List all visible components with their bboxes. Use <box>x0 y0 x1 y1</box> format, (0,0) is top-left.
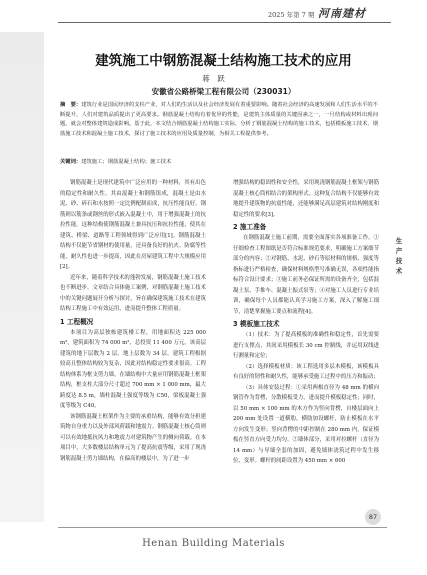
section-heading: 2 施工准备 <box>233 223 267 231</box>
article-author: 蒋 跃 <box>202 74 225 83</box>
body-paragraph: 本项目为高层独栋建筑楼工程，用地面积达 225 000 m²，建筑面积为 74 000 m²，总投资 11 400 万元。该高层建筑的地下层数为 2 层，地上层数为 34 层。建筑工程根据较高且整体结构较为复杂，因此对结构稳定性要求很高。工程结构体系为框支剪力墙，在墙结构中大量应用钢筋混凝土框架结构，框支柱大部分尺寸超过 700 mm × 1 000 mm，最大跨度达 8.5 m，墙柱混凝土强度等级为 C50，梁板混凝土强度等级为 C40。 <box>60 329 206 409</box>
intro-paragraph: 钢筋混凝土是现代建筑中广泛应用的一种材料，其有出色的稳定性和耐久性。其由混凝土和钢筋组成，混凝土是由水泥、砂、碎石和水按照一定比例配制而成，抗压性能良好。钢筋则以筋条或钢丝的形式嵌入混凝土中，用于增强混凝土的抗拉性能。这种结构使钢筋混凝土兼具抗压和抗拉性能，使其在建筑、桥梁、道路等工程领域得到广泛应用[1]。钢筋混凝土结构不仅能节省钢材的使用量，还具备良好的抗火、防腐等性能，耐久性也进一步提高，因此在房屋建筑工程中大规模应用[2]。 <box>60 180 206 270</box>
body-paragraph: 增强结构的稳固性和安全性，采用现浇钢筋混凝土框架与钢筋混凝土核心筒相结合的架构形式。这种复合结构不仅能够有效地提升建筑物的抗震性能，还能够满足高层建筑对结构刚度和稳定性的要求[3]。 <box>233 180 379 218</box>
body-paragraph: （3）具体安装过程：①采用两根直径为 48 mm 的横向钢管作为背楞，分散模板受力，进而提升模板稳定性；同时，以 50 mm × 100 mm 的木方作为竖向背楞，自楼层面向上 200 mm 处设置一道横肋，横肋加设螺杆，防止模板在水平方向发生变形；竖向背楞的中距控制在 280 mm 内，保证模板在竖直方向受力均匀。②墙体部分，采用对拉螺杆（直径为 14 mm）与导墙全套的加固，避免墙体浇筑过程中发生移位、变形。螺杆的间距设置为 450 mm × 600 <box>233 384 379 464</box>
side-label-char: 产 <box>395 247 403 255</box>
header-rule <box>58 22 391 23</box>
section-heading: 3 模板施工技术 <box>233 320 280 328</box>
article-affiliation: 安徽省公路桥梁工程有限公司（230031） <box>151 87 296 96</box>
body-paragraph: （1）技术：为了提高模板的准确性和稳定性，首先需要进行支撑点，其间采用模板长 30 cm 控制线，并运用双线进行测量和定位； <box>233 332 379 359</box>
side-label-char: 技 <box>395 257 403 265</box>
body-paragraph: 该钢筋混凝土框架作为主要的承重结构，能够有效分担建筑物自身重力以及外部风荷载和地震力。钢筋混凝土核心筒则可以有效地抵抗风力和地震力对建筑物产生的侧向荷载。在本项目中，大多数楼层结构单元为了提高抗震等级，采用了现浇钢筋混凝土剪力墙结构，在偏高的楼层中，为了进一步 <box>60 413 206 462</box>
side-label-char: 生 <box>395 237 403 245</box>
page-number: 87 <box>365 509 381 525</box>
side-section-label <box>392 236 406 276</box>
body-paragraph: （2）选择模板材质：该工程选用多层木模板，该模板具有良好的韧性和耐久性，能够承受施工过程中的压力和振动； <box>233 363 379 380</box>
keywords-text: 建筑施工；钢筋混凝土结构；施工技术 <box>81 159 172 165</box>
footer-rule <box>58 527 387 528</box>
intro-paragraph: 近年来，随着科学技术的蓬勃发展，钢筋混凝土施工技术也不断进步。文章结合具体施工案例，对钢筋混凝土施工技术中的关键问题展开分析与探讨，旨在确保建筑施工技术在建筑结构工程施工中有效运用，进而提升整体工程质量。 <box>60 274 206 312</box>
body-paragraph: 在钢筋混凝土施工前期，需要全面落实各项准备工作。①仔细检查工程图纸是否符合标准规范要求，明确施工方案细节部分的内容；②对钢筋、水泥、砂石等原材料的规格、强度等指标进行严格检查，确保材料规格型号准确无误，各项性能指标符合设计要求；③施工前务必保证所需的设备齐全，包括混凝土泵、手推车、混凝土振式泵等；④对施工人员进行专业培训，确保每个人员都能认真学习施工方案，深入了解施工细节，清楚掌握施工要点和流程[4]。 <box>233 235 379 315</box>
keywords <box>60 157 378 165</box>
abstract-text: 建筑行业是国民经济的支柱产业，对人们的生活以及社会经济发展有着重要影响。随着社会经济的高速发展和人们生活水平的不断提升，人们对建筑品质提出了更高要求。钢筋混凝土结构有着优异的性能，是建筑主体质量的关键因素之一，一旦结构或材料出现问题，就会对整体建筑造成影响。基于此，本文结合钢筋混凝土结构施工实际，分析了钢筋混凝土结构的施工技术，包括模板施工技术、钢筋施工技术和混凝土施工技术，探讨了施工技术的应用及质量控制，为相关工程提供参考。 <box>60 102 378 137</box>
article-title: 建筑施工中钢筋混凝土结构施工技术的应用 <box>95 53 352 69</box>
issue-label: 2025 年第 7 期 <box>268 11 315 19</box>
side-label-char: 术 <box>395 267 403 275</box>
journal-footer: Henan Building Materials <box>142 538 285 549</box>
left-column <box>60 178 206 464</box>
keywords-label: 关键词： <box>60 159 82 165</box>
section-heading: 1 工程概况 <box>60 317 94 326</box>
journal-brand: 河南建材 <box>318 7 366 20</box>
side-band <box>0 32 44 522</box>
abstract-label: 摘 要： <box>60 102 82 108</box>
abstract <box>60 101 378 139</box>
right-column <box>233 178 379 467</box>
